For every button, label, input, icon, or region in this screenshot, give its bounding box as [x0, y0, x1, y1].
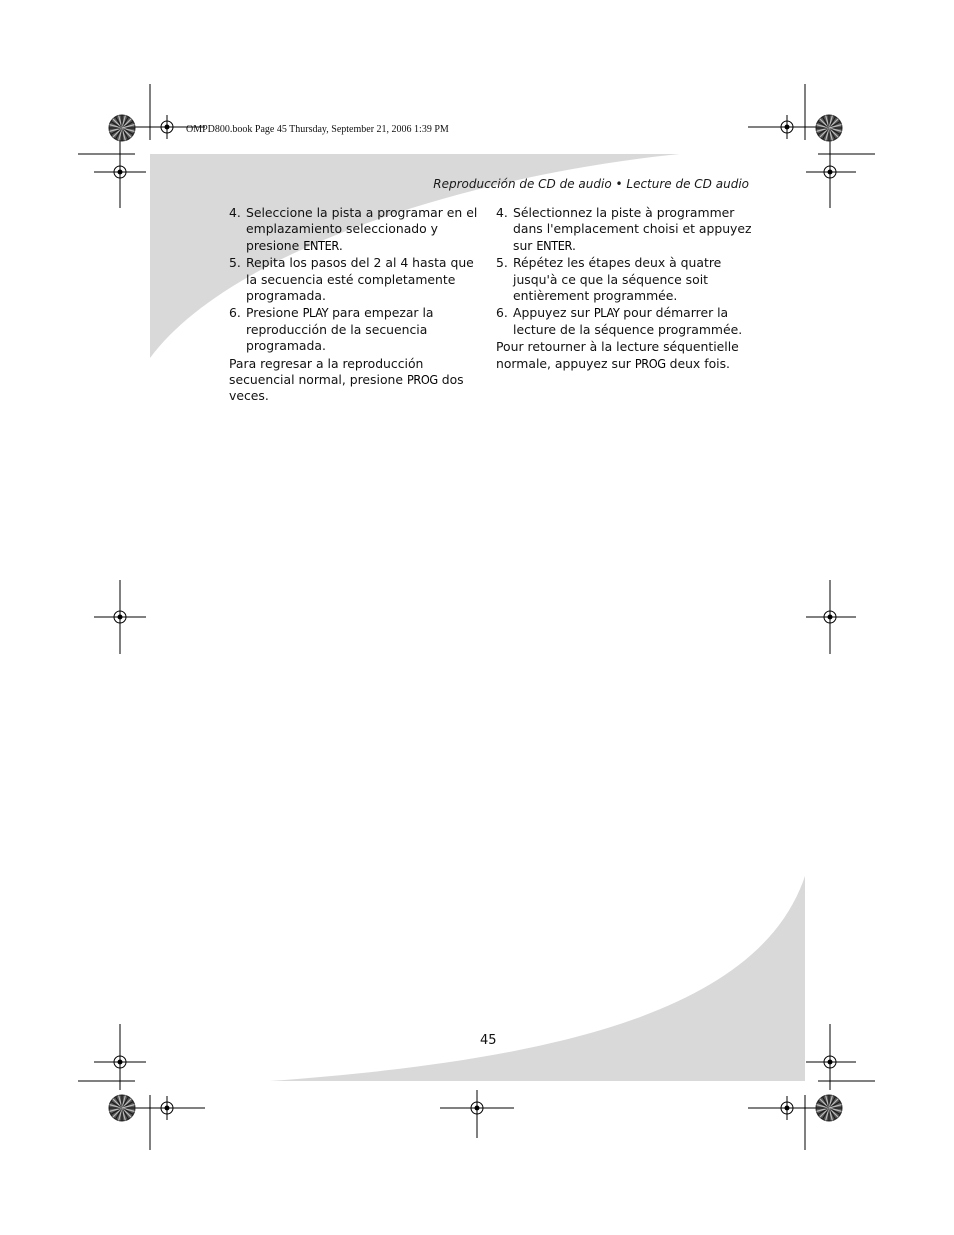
french-steps-list — [496, 205, 754, 338]
step-number: 6. — [229, 305, 241, 321]
bottom-swoosh — [270, 876, 805, 1081]
step-item — [496, 205, 754, 254]
text-run: Pour retourner à la lecture séquentielle normale, appuyez sur — [496, 339, 739, 371]
text-run: deux fois. — [665, 355, 730, 371]
running-head: Reproducción de CD de audio • Lecture de CD audio — [433, 177, 749, 191]
registration-target — [108, 605, 132, 629]
print-slug: OMPD800.book Page 45 Thursday, September 21, 2006 1:39 PM — [186, 124, 449, 135]
registration-target — [775, 1096, 799, 1120]
text-run: dos veces. — [229, 372, 464, 404]
text-run: . — [571, 237, 576, 253]
step-number: 4. — [229, 205, 241, 220]
button-keyword: PROG — [406, 372, 438, 388]
text-run: Presione — [246, 305, 303, 321]
page-number: 45 — [480, 1033, 497, 1048]
color-calibration-starburst — [109, 115, 135, 141]
text-run: Appuyez sur — [513, 305, 594, 321]
step-item — [496, 255, 754, 304]
button-keyword: ENTER — [303, 237, 339, 253]
registration-target — [465, 1096, 489, 1120]
button-keyword: PROG — [634, 355, 666, 371]
text-run: Sélectionnez la piste à programmer dans l'emplacement choisi et appuyez sur — [513, 205, 752, 253]
spanish-note — [229, 356, 487, 405]
step-number: 5. — [496, 255, 508, 271]
text-run: Repita los pasos del 2 al 4 hasta que la secuencia esté completamente programada. — [246, 255, 474, 304]
step-item — [496, 305, 754, 338]
step-item — [229, 255, 487, 304]
color-calibration-starburst — [109, 1095, 135, 1121]
text-run: . — [338, 237, 343, 253]
registration-target — [818, 605, 842, 629]
button-keyword: ENTER — [536, 237, 572, 253]
registration-target — [775, 115, 799, 139]
step-number: 5. — [229, 255, 241, 271]
color-calibration-starburst — [816, 1095, 842, 1121]
step-item — [229, 305, 487, 354]
button-keyword: PLAY — [302, 305, 329, 321]
text-run: Répétez les étapes deux à quatre jusqu'à ce que la séquence soit entièrement programmée. — [513, 255, 722, 304]
color-calibration-starburst — [816, 115, 842, 141]
spanish-steps-list — [229, 205, 487, 355]
french-note — [496, 339, 754, 372]
french-column — [496, 205, 754, 372]
registration-target — [155, 1096, 179, 1120]
text-run: Para regresar a la reproducción secuencial normal, presione — [229, 355, 424, 388]
button-keyword: PLAY — [593, 305, 620, 321]
text-run: Seleccione la pista a programar en el emplazamiento seleccionado y presione — [246, 205, 478, 253]
registration-target — [155, 115, 179, 139]
registration-target — [108, 160, 132, 184]
step-item — [229, 205, 487, 254]
step-number: 4. — [496, 205, 508, 220]
registration-target — [108, 1050, 132, 1074]
spanish-column — [229, 205, 487, 405]
registration-target — [818, 1050, 842, 1074]
registration-target — [818, 160, 842, 184]
text-run: para empezar la reproducción de la secuencia programada. — [246, 305, 434, 354]
text-run: pour démarrer la lecture de la séquence programmée. — [513, 305, 743, 337]
step-number: 6. — [496, 305, 508, 321]
